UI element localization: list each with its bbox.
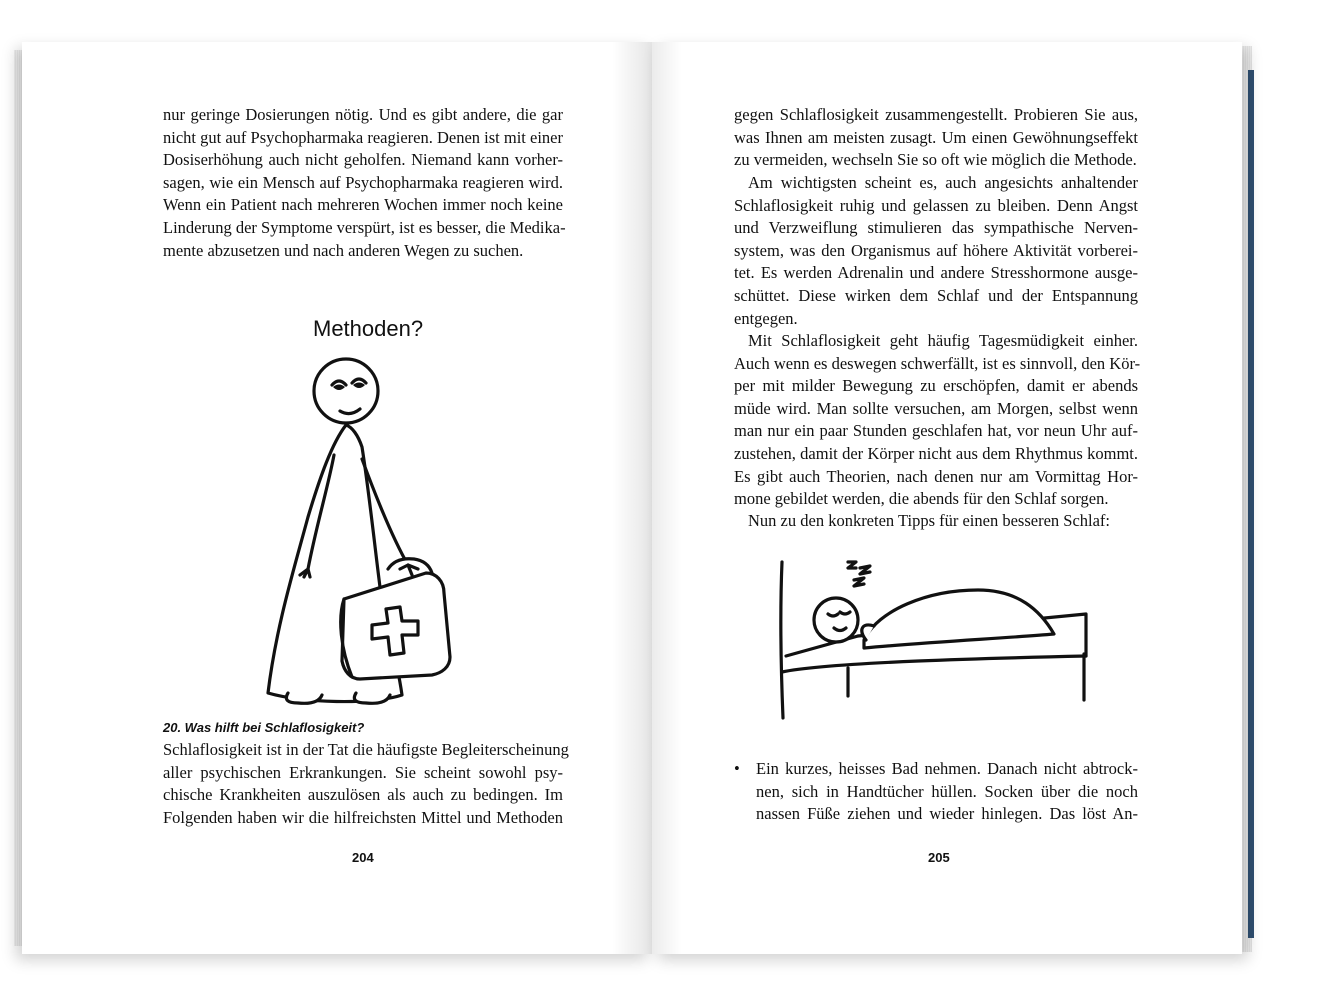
sleeping-person-illustration: [778, 550, 1098, 730]
right-page: [652, 42, 1242, 954]
text-line: nicht gut auf Psychopharmaka reagieren. Denen ist mit einer: [163, 127, 563, 147]
text-line: und Verzweiflung stimulieren das sympathische Nerven-: [734, 218, 1138, 238]
bullet-list: [734, 758, 1138, 826]
page-number: 205: [928, 850, 950, 865]
text-line: aller psychischen Erkrankungen. Sie scheint sowohl psy-: [163, 762, 563, 782]
text-line: was Ihnen am meisten zusagt. Um einen Gewöhnungseffekt: [734, 127, 1138, 147]
bullet-marker: •: [734, 759, 740, 778]
text-line: Linderung der Symptome verspürt, ist es besser, die Medika-: [163, 217, 566, 237]
text-line: zustehen, damit der Körper nicht aus dem Rhythmus kommt.: [734, 443, 1138, 463]
text-line: nassen Füße ziehen und wieder hinlegen. Das löst An-: [756, 804, 1138, 824]
list-item: [756, 758, 1138, 826]
left-page: [22, 42, 653, 954]
gutter-shadow: [652, 42, 682, 954]
text-line: chische Krankheiten auszulösen als auch zu bedingen. Im: [163, 785, 563, 805]
text-line: gegen Schlaflosigkeit zusammengestellt. Probieren Sie aus,: [734, 105, 1138, 124]
text-line: Es gibt auch Theorien, nach denen nur am Vormittag Hor-: [734, 466, 1138, 486]
section-paragraph: [163, 739, 569, 829]
gutter-shadow: [612, 42, 652, 954]
text-line: nur geringe Dosierungen nötig. Und es gibt andere, die gar: [163, 105, 563, 124]
section-heading: 20. Was hilft bei Schlaflosigkeit?: [163, 720, 365, 735]
page-number: 204: [352, 850, 374, 865]
text-line: schüttet. Diese wirken dem Schlaf und der Entspannung: [734, 285, 1138, 305]
text-line: Schlaflosigkeit ruhig und gelassen zu bleiben. Denn Angst: [734, 195, 1138, 215]
right-paragraph-1: [734, 104, 1138, 172]
text-line: system, was den Organismus auf höhere Aktivität vorberei-: [734, 240, 1138, 260]
text-line: Mit Schlaflosigkeit geht häufig Tagesmüdigkeit einher.: [748, 331, 1138, 350]
right-paragraph-3: [734, 330, 1141, 511]
text-line: müde wird. Man sollte versuchen, am Morgen, selbst wenn: [734, 398, 1138, 418]
book-cover-edge: [1248, 70, 1254, 938]
text-line: Wenn ein Patient nach mehreren Wochen immer noch keine: [163, 195, 563, 215]
text-line: Auch wenn es deswegen schwerfällt, ist es sinnvoll, den Kör-: [734, 353, 1141, 373]
text-line: Folgenden haben wir die hilfreichsten Mittel und Methoden: [163, 807, 563, 827]
left-paragraph: [163, 104, 566, 262]
text-line: nen, sich in Handtücher hüllen. Socken über die noch: [756, 781, 1138, 801]
right-paragraph-4: Nun zu den konkreten Tipps für einen besseren Schlaf:: [748, 511, 1111, 530]
text-line: tet. Es werden Adrenalin und andere Stresshormone ausge-: [734, 263, 1138, 283]
text-line: per mit milder Bewegung zu erschöpfen, damit er abends: [734, 376, 1138, 396]
doctor-figure-illustration: [262, 347, 462, 687]
text-line: Dosiserhöhung auch nicht geholfen. Niemand kann vorher-: [163, 150, 563, 170]
text-line: Am wichtigsten scheint es, auch angesichts anhaltender: [748, 173, 1138, 192]
text-line: mente abzusetzen und nach anderen Wegen zu suchen.: [163, 240, 524, 260]
text-line: entgegen.: [734, 308, 798, 328]
illustration-caption: Methoden?: [313, 316, 424, 341]
text-line: mone gebildet werden, die abends für den Schlaf sorgen.: [734, 489, 1109, 509]
text-line: Schlaflosigkeit ist in der Tat die häufigste Begleiterscheinung: [163, 740, 569, 759]
text-line: zu vermeiden, wechseln Sie so oft wie möglich die Methode.: [734, 150, 1137, 170]
right-paragraph-2: [734, 172, 1138, 330]
text-line: man nur ein paar Stunden geschlafen hat, vor neun Uhr auf-: [734, 421, 1138, 441]
text-line: sagen, wie ein Mensch auf Psychopharmaka reagieren wird.: [163, 172, 563, 192]
text-line: Ein kurzes, heisses Bad nehmen. Danach nicht abtrock-: [756, 759, 1138, 778]
